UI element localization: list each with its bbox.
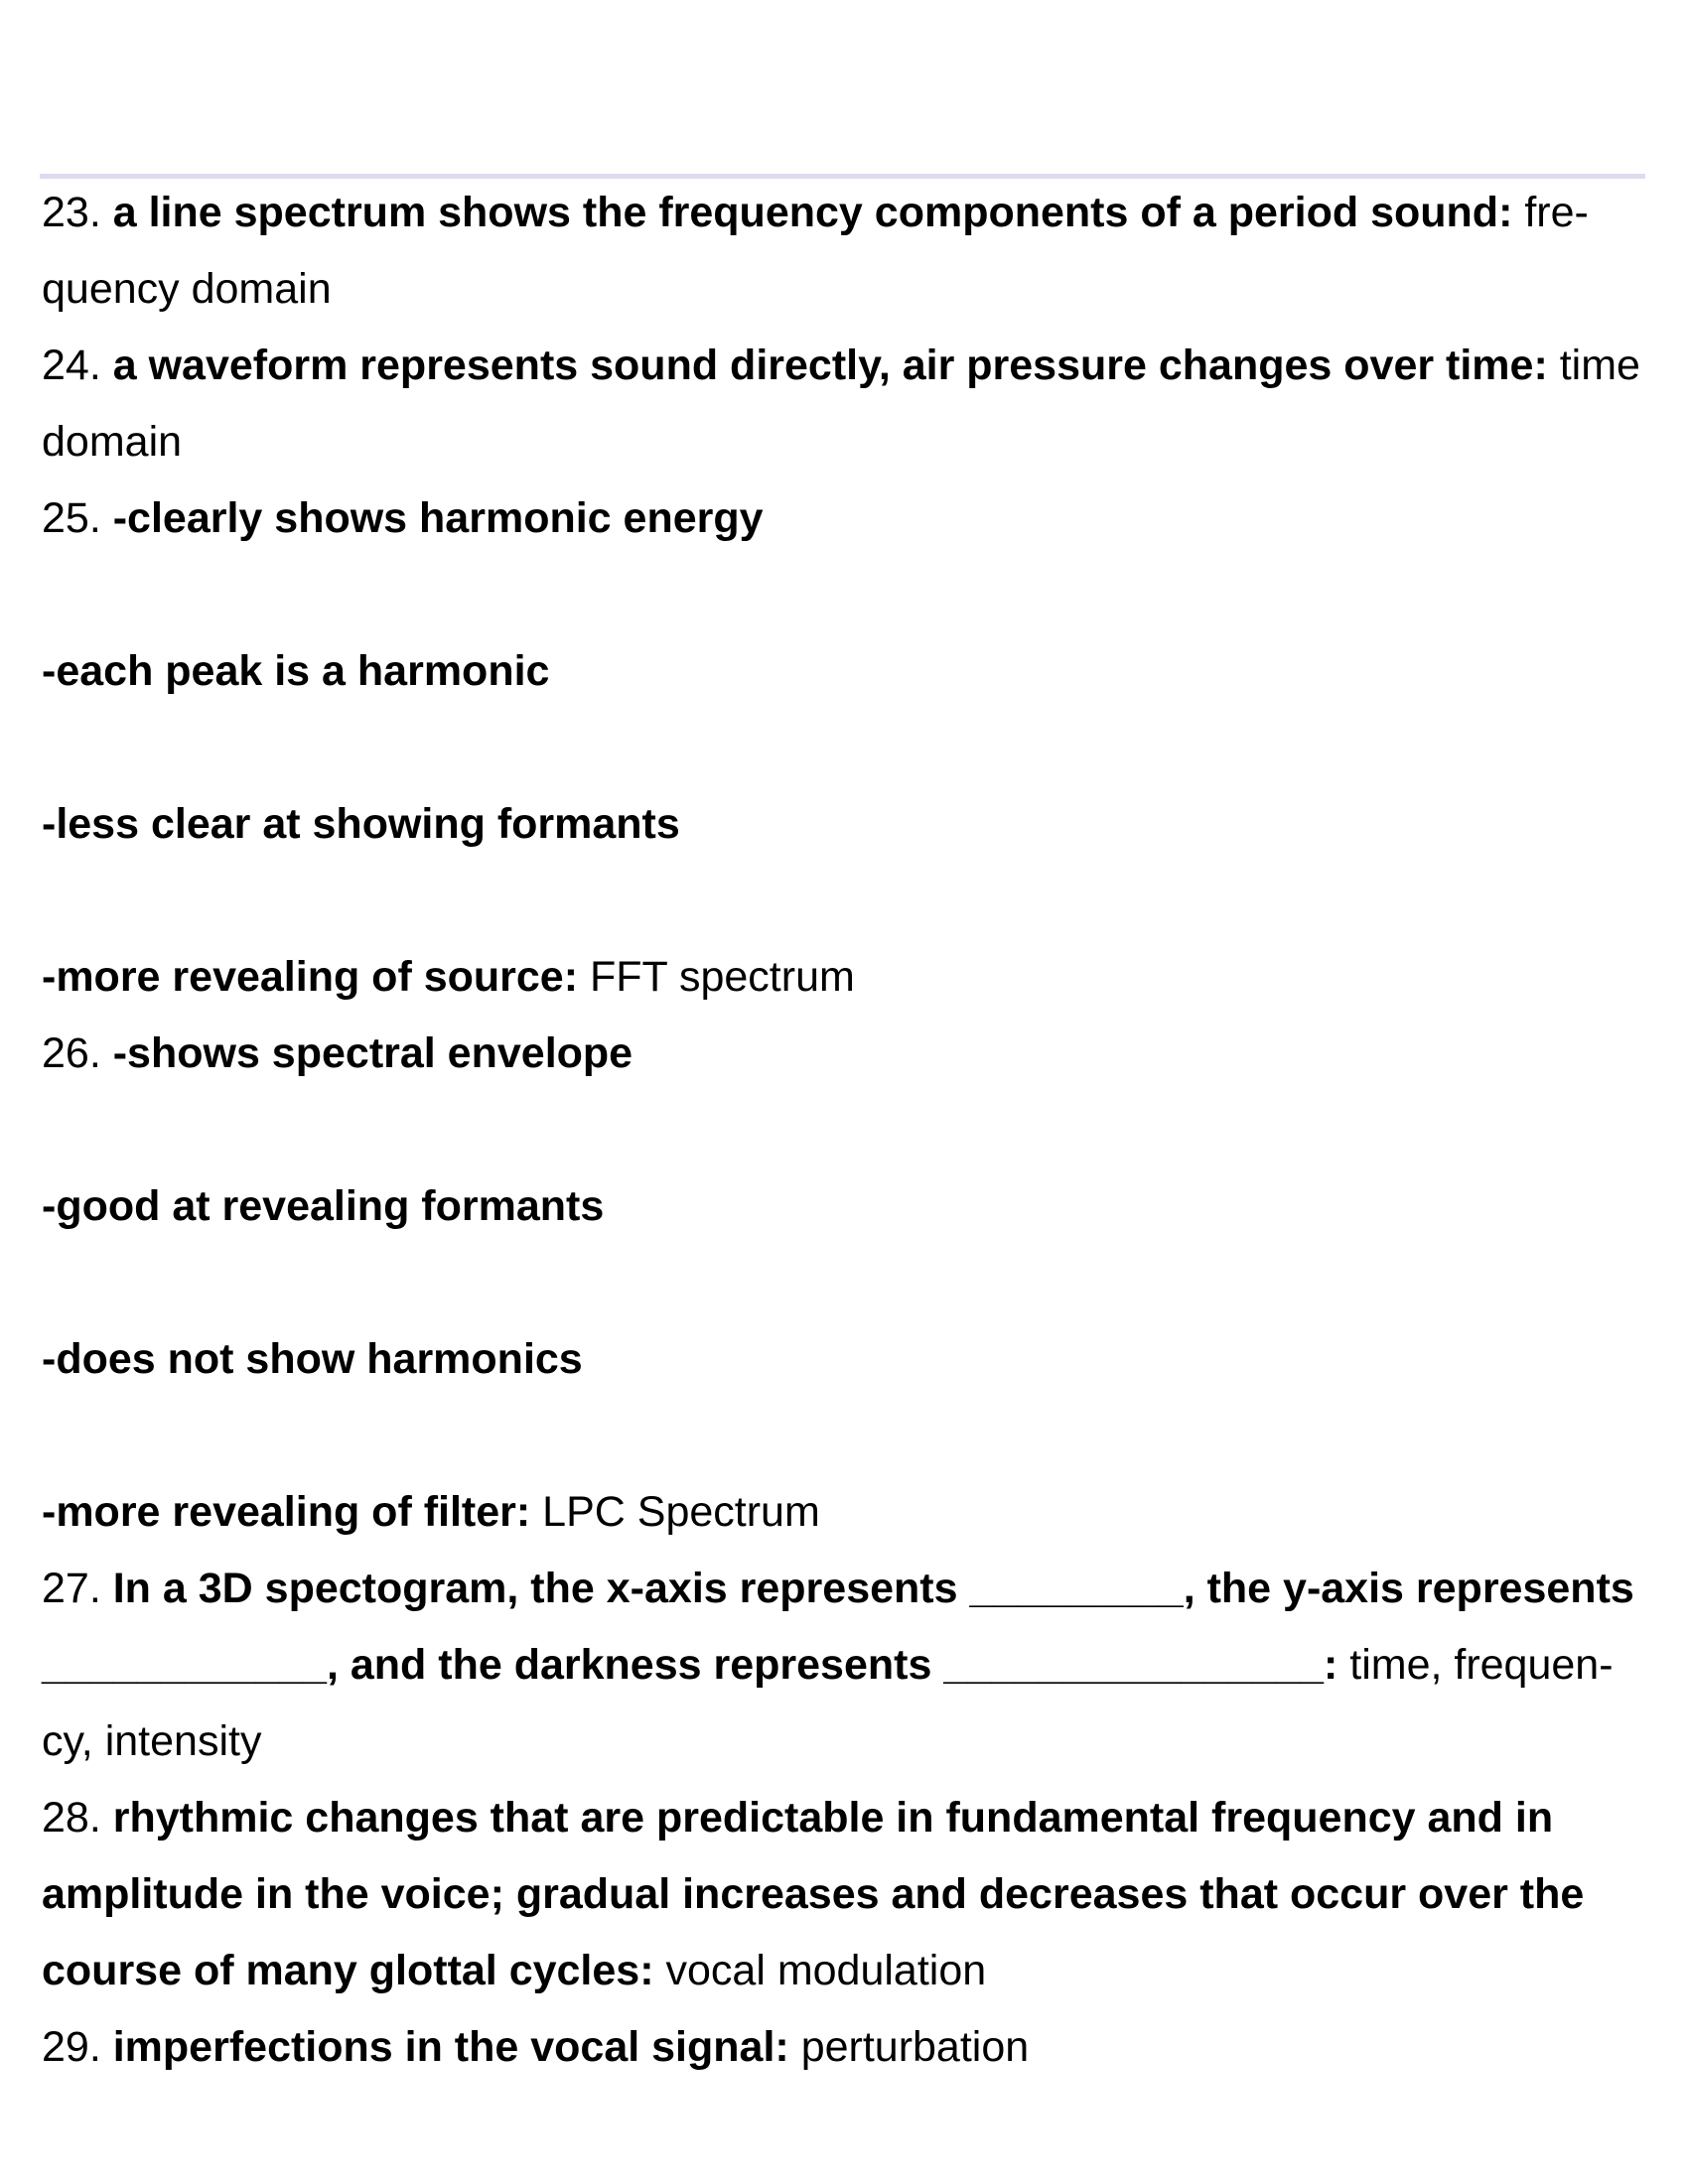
item-question: In a 3D spectogram, the x-axis represents _________, the y-axis represents bbox=[112, 1565, 1634, 1612]
item-question: -clearly shows harmonic energy bbox=[112, 494, 764, 542]
item-question: rhythmic changes that are predictable in fundamental frequency and in bbox=[112, 1794, 1554, 1842]
item-25-line-2 bbox=[42, 633, 1650, 710]
item-question: -each peak is a harmonic bbox=[42, 647, 550, 695]
item-23-line-2 bbox=[42, 251, 1650, 328]
item-number: 28. bbox=[42, 1794, 101, 1842]
item-question: course of many glottal cycles: bbox=[42, 1947, 654, 1994]
blank-line bbox=[42, 1092, 1650, 1168]
item-answer: fre- bbox=[1524, 189, 1589, 236]
blank-line bbox=[42, 710, 1650, 786]
item-28-line-3 bbox=[42, 1933, 1650, 2009]
item-question: imperfections in the vocal signal: bbox=[112, 2023, 789, 2071]
item-number: 23. bbox=[42, 189, 101, 236]
flashcard-list bbox=[42, 175, 1650, 2086]
item-question: -more revealing of filter: bbox=[42, 1488, 531, 1536]
blank-line bbox=[42, 1245, 1650, 1321]
item-answer: time bbox=[1559, 341, 1640, 389]
item-question: -does not show harmonics bbox=[42, 1335, 583, 1383]
item-answer: time, frequen- bbox=[1349, 1641, 1614, 1689]
item-answer-continued: domain bbox=[42, 418, 183, 466]
item-question: a waveform represents sound directly, air pressure changes over time: bbox=[112, 341, 1548, 389]
item-23-line-1 bbox=[42, 175, 1650, 251]
item-24-line-1 bbox=[42, 328, 1650, 404]
item-question: -less clear at showing formants bbox=[42, 800, 680, 848]
item-number: 25. bbox=[42, 494, 101, 542]
item-question: -more revealing of source: bbox=[42, 953, 579, 1001]
item-27-line-3 bbox=[42, 1704, 1650, 1780]
item-25-line-1 bbox=[42, 480, 1650, 557]
item-26-line-2 bbox=[42, 1168, 1650, 1245]
item-24-line-2 bbox=[42, 404, 1650, 480]
item-25-line-3 bbox=[42, 786, 1650, 863]
item-number: 29. bbox=[42, 2023, 101, 2071]
item-answer: LPC Spectrum bbox=[542, 1488, 820, 1536]
item-28-line-2 bbox=[42, 1856, 1650, 1933]
blank-line bbox=[42, 1398, 1650, 1474]
item-question: ____________, and the darkness represents ________________: bbox=[42, 1641, 1338, 1689]
item-answer: vocal modulation bbox=[665, 1947, 987, 1994]
item-question: a line spectrum shows the frequency components of a period sound: bbox=[112, 189, 1513, 236]
blank-line bbox=[42, 863, 1650, 939]
item-question: -good at revealing formants bbox=[42, 1182, 605, 1230]
item-26-line-3 bbox=[42, 1321, 1650, 1398]
item-answer: perturbation bbox=[800, 2023, 1030, 2071]
item-26-line-4 bbox=[42, 1474, 1650, 1551]
item-25-line-4 bbox=[42, 939, 1650, 1016]
item-29-line-1 bbox=[42, 2009, 1650, 2086]
item-28-line-1 bbox=[42, 1780, 1650, 1856]
item-answer: FFT spectrum bbox=[590, 953, 855, 1001]
item-number: 26. bbox=[42, 1029, 101, 1077]
item-27-line-1 bbox=[42, 1551, 1650, 1627]
item-number: 27. bbox=[42, 1565, 101, 1612]
item-question: amplitude in the voice; gradual increases and decreases that occur over the bbox=[42, 1870, 1585, 1918]
item-26-line-1 bbox=[42, 1016, 1650, 1092]
item-answer-continued: quency domain bbox=[42, 265, 332, 313]
item-question: -shows spectral envelope bbox=[112, 1029, 633, 1077]
blank-line bbox=[42, 557, 1650, 633]
item-27-line-2 bbox=[42, 1627, 1650, 1704]
item-answer-continued: cy, intensity bbox=[42, 1717, 262, 1765]
item-number: 24. bbox=[42, 341, 101, 389]
